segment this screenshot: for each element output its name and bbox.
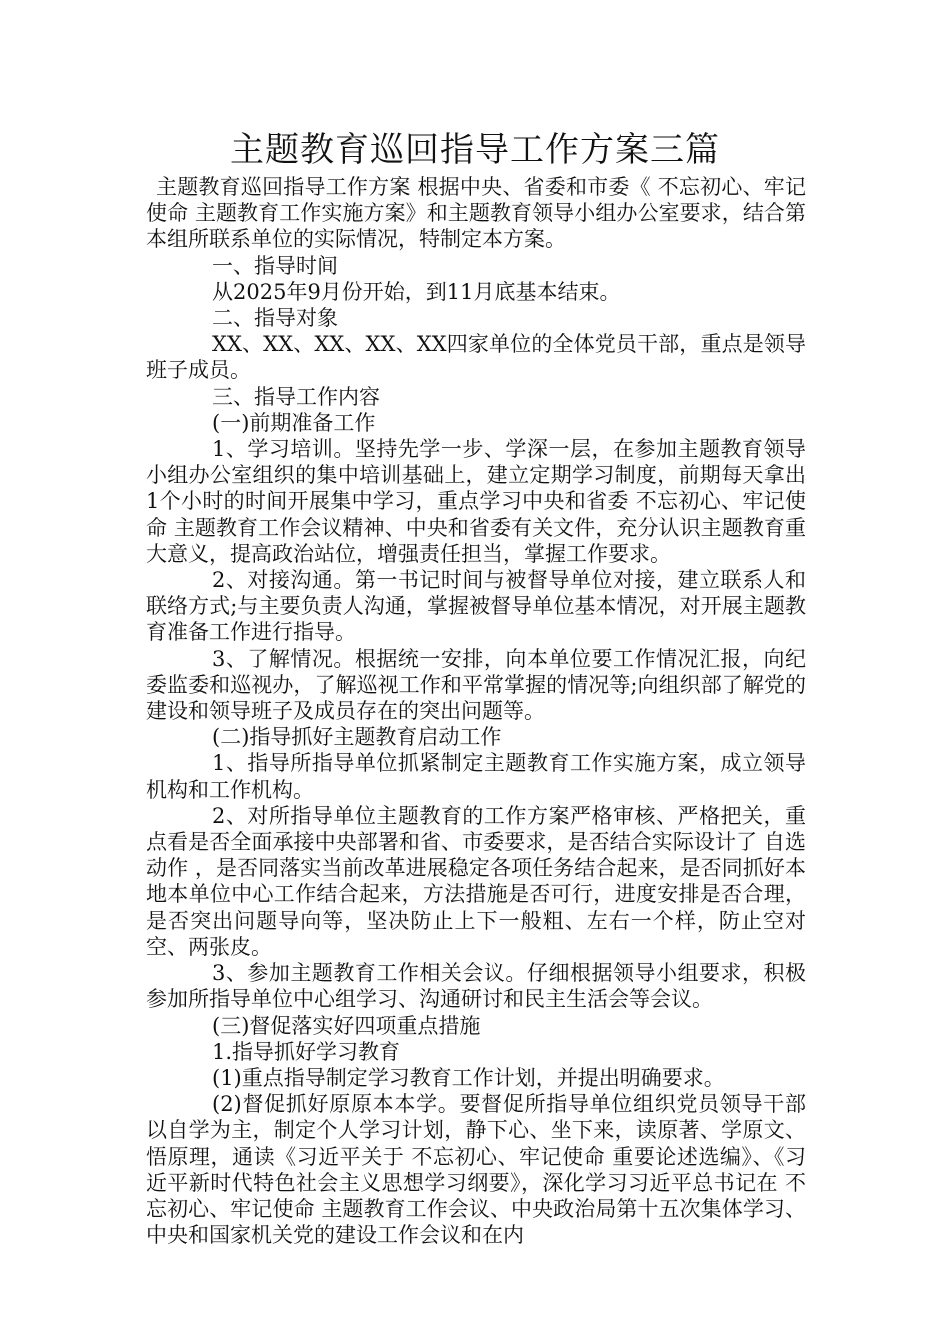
- body-paragraph: 1、指导所指导单位抓紧制定主题教育工作实施方案，成立领导机构和工作机构。: [146, 751, 806, 802]
- body-paragraph: 三、指导工作内容: [212, 384, 380, 409]
- body-paragraph: 2、对接沟通。第一书记时间与被督导单位对接，建立联系人和联络方式;与主要负责人沟通，掌握被督导单位基本情况，对开展主题教育准备工作进行指导。: [146, 568, 806, 645]
- body-paragraph: (二)指导抓好主题教育启动工作: [212, 725, 502, 750]
- body-paragraph: XX、XX、XX、XX、XX四家单位的全体党员干部，重点是领导班子成员。: [146, 332, 806, 383]
- body-paragraph: (1)重点指导制定学习教育工作计划，并提出明确要求。: [212, 1065, 725, 1090]
- body-paragraph: 二、指导对象: [212, 306, 338, 331]
- body-paragraph: 1.指导抓好学习教育: [212, 1039, 401, 1064]
- body-paragraph: 从2025年9月份开始，到11月底基本结束。: [212, 279, 621, 304]
- body-paragraph: 3、参加主题教育工作相关会议。仔细根据领导小组要求，积极参加所指导单位中心组学习、沟通研讨和民主生活会等会议。: [146, 961, 806, 1012]
- page-title: 主题教育巡回指导工作方案三篇: [230, 130, 720, 170]
- body-paragraph: 主题教育巡回指导工作方案 根据中央、省委和市委《 不忘初心、牢记使命 主题教育工作实施方案》和主题教育领导小组办公室要求，结合第本组所联系单位的实际情况，特制定本方案。: [146, 175, 806, 252]
- body-paragraph: 3、了解情况。根据统一安排，向本单位要工作情况汇报，向纪委监委和巡视办，了解巡视工作和平常掌握的情况等;向组织部了解党的建设和领导班子及成员存在的突出问题等。: [146, 646, 806, 724]
- body-paragraph: 一、指导时间: [212, 253, 338, 278]
- body-paragraph: 2、对所指导单位主题教育的工作方案严格审核、严格把关，重点看是否全面承接中央部署和省、市委要求，是否结合实际设计了 自选动作 ，是否同落实当前改革进展稳定各项任务结合起来，是否同抓好本地本单位中心工作结合起来，方法措施是否可行，进度安排是否合理，是否突出问题导向等，坚决防止上下一般粗、左右一个样，防止空对空、两张皮。: [146, 803, 806, 959]
- body-paragraph: (2)督促抓好原原本本学。要督促所指导单位组织党员领导干部以自学为主，制定个人学习计划，静下心、坐下来，读原著、学原文、悟原理，通读《习近平关于 不忘初心、牢记使命 重要论述选编》、《习近平新时代特色社会主义思想学习纲要》，深化学习习近平总书记在 不忘初心、牢记使命 主题教育工作会议、中央政治局第十五次集体学习、中央和国家机关党的建设工作会议和在内: [146, 1092, 806, 1248]
- body-paragraph: (三)督促落实好四项重点措施: [212, 1013, 481, 1038]
- body-paragraph: (一)前期准备工作: [212, 410, 376, 435]
- document-body: [146, 174, 806, 1248]
- body-paragraph: 1、学习培训。坚持先学一步、学深一层，在参加主题教育领导小组办公室组织的集中培训基础上，建立定期学习制度，前期每天拿出1个小时的时间开展集中学习，重点学习中央和省委 不忘初心、牢记使命 主题教育工作会议精神、中央和省委有关文件，充分认识主题教育重大意义，提高政治站位，增强责任担当，掌握工作要求。: [146, 437, 806, 566]
